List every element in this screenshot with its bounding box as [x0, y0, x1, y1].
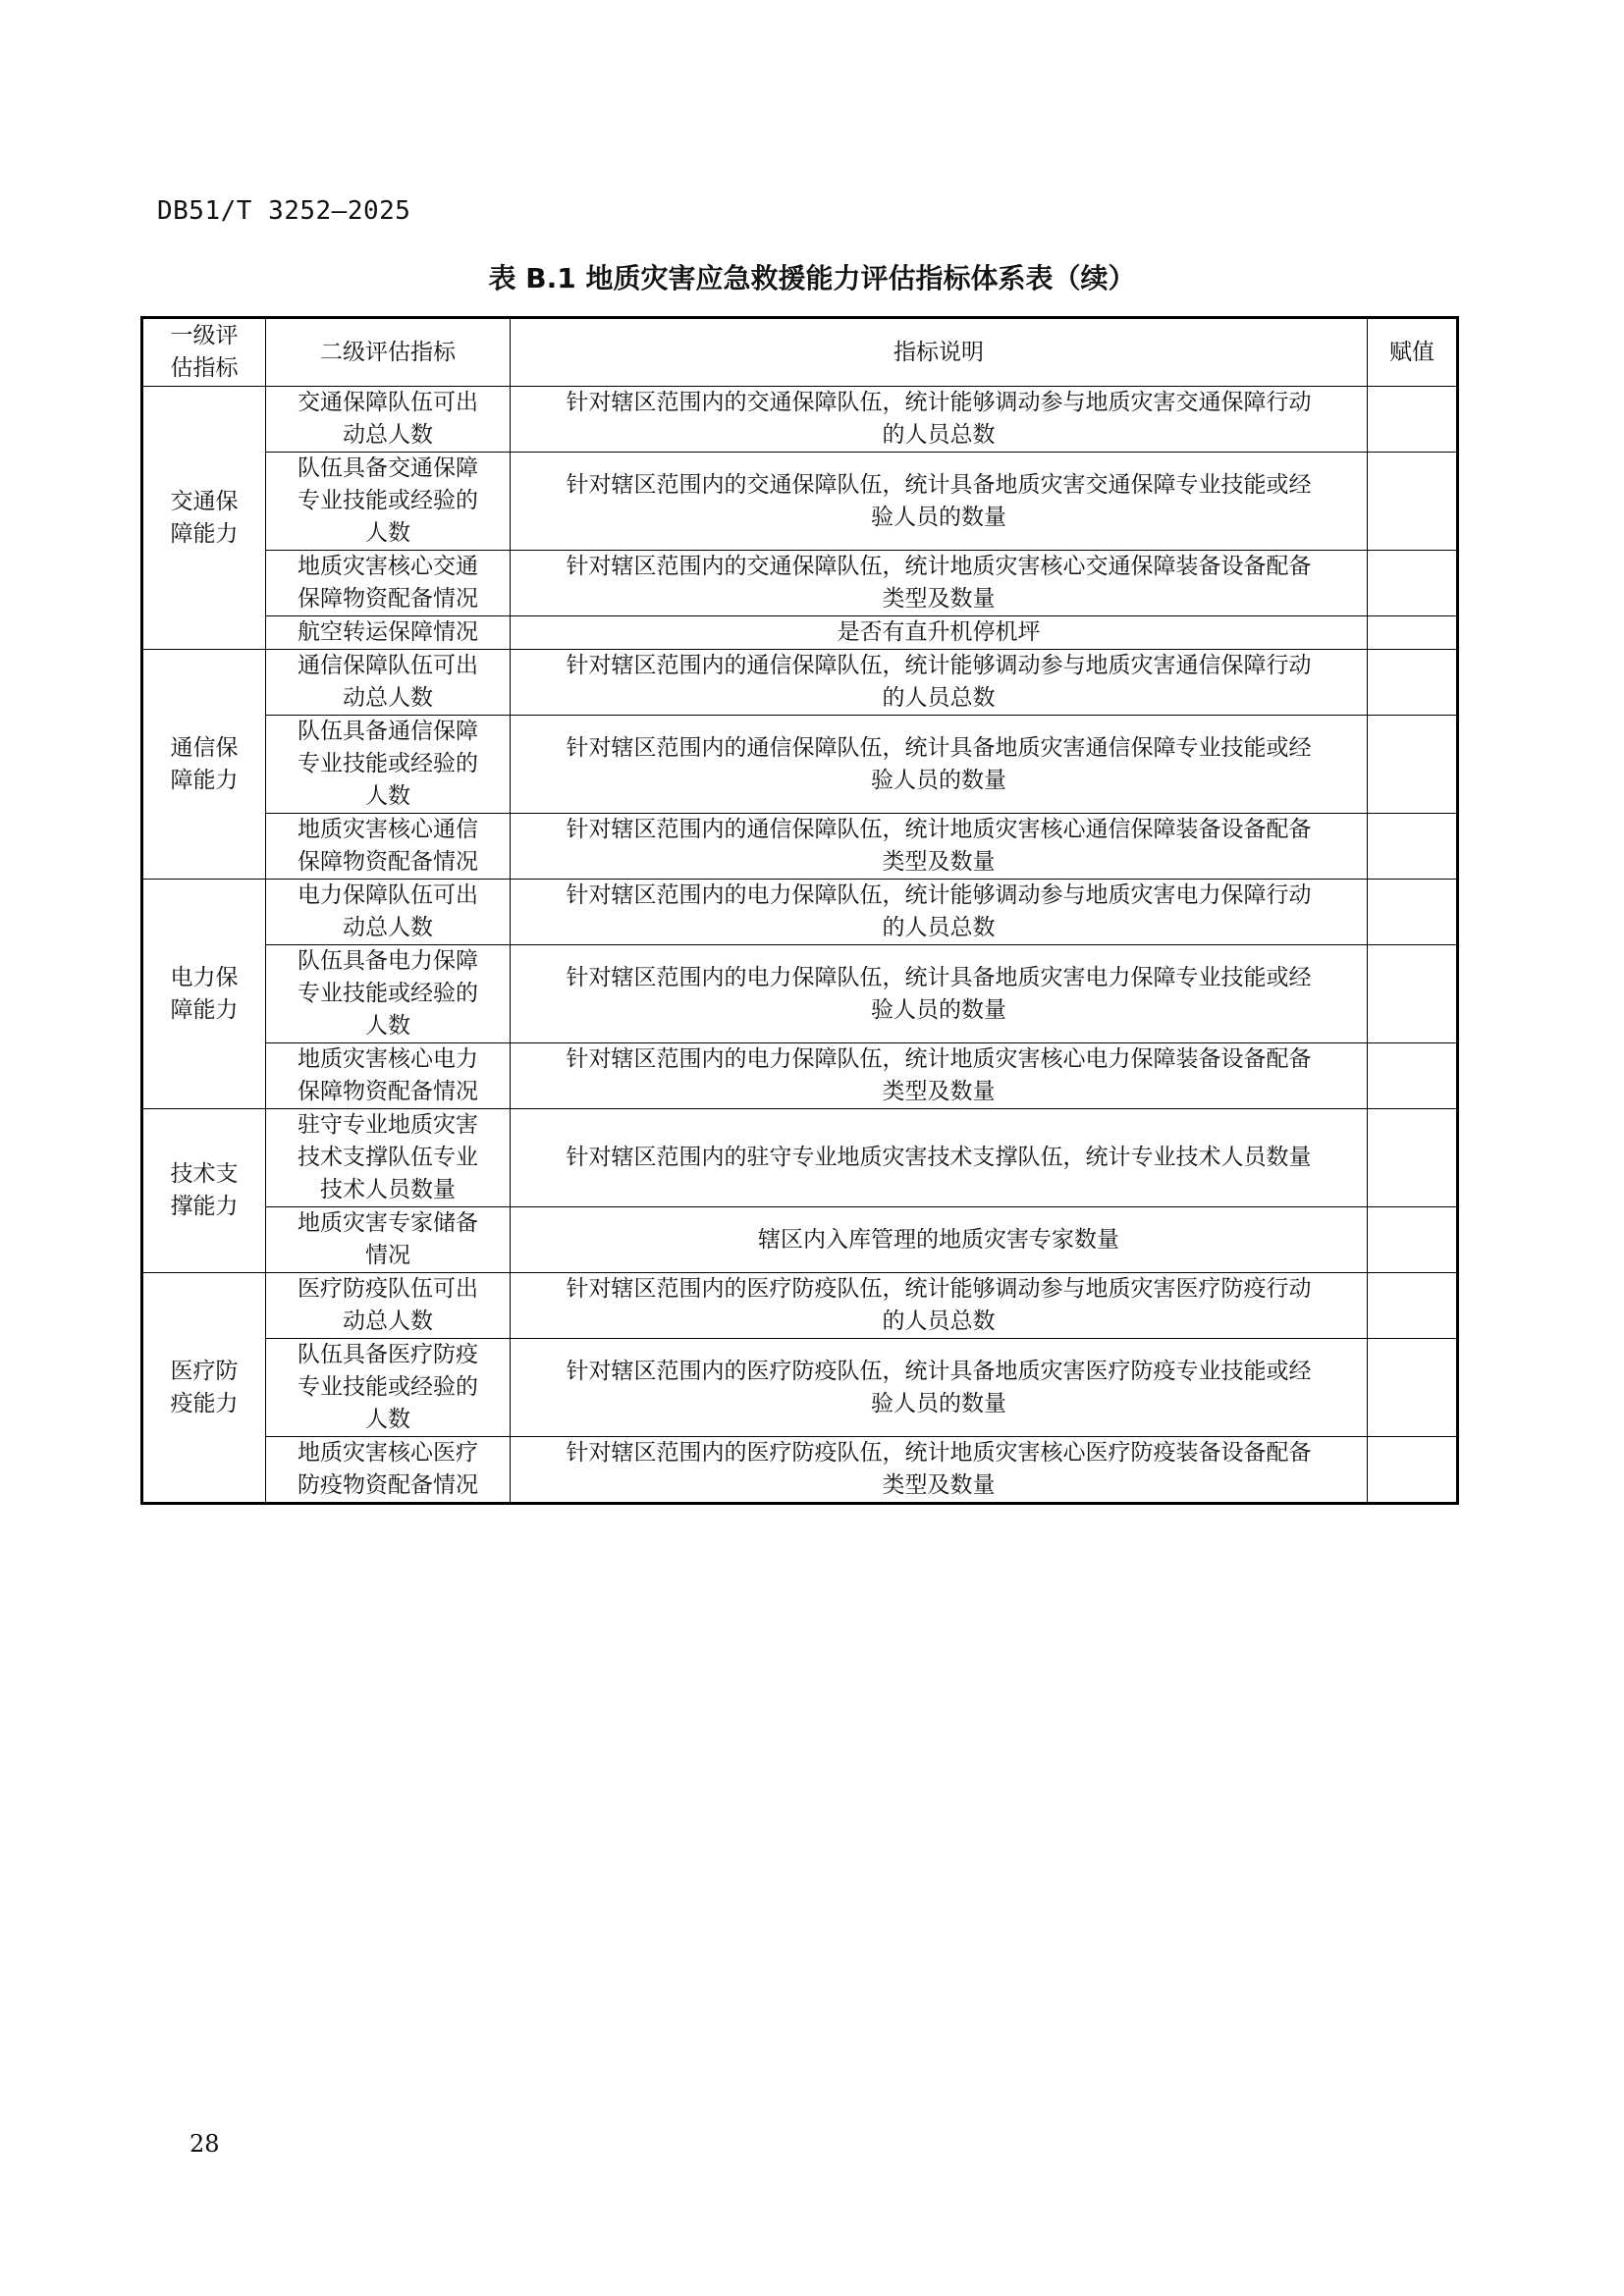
score-cell[interactable]	[1368, 453, 1458, 551]
header-level1: 一级评 估指标	[142, 318, 266, 387]
header-level2: 二级评估指标	[266, 318, 511, 387]
level1-indicator-cell: 电力保 障能力	[142, 880, 266, 1109]
level2-indicator-cell: 队伍具备医疗防疫 专业技能或经验的 人数	[266, 1339, 511, 1437]
table-row	[142, 650, 1458, 716]
level2-indicator-cell: 地质灾害核心医疗 防疫物资配备情况	[266, 1437, 511, 1504]
table-row	[142, 551, 1458, 616]
score-cell[interactable]	[1368, 1273, 1458, 1339]
description-cell: 针对辖区范围内的医疗防疫队伍，统计能够调动参与地质灾害医疗防疫行动 的人员总数	[511, 1273, 1368, 1339]
level1-indicator-cell: 交通保 障能力	[142, 387, 266, 650]
table-row	[142, 1273, 1458, 1339]
table-header-row	[142, 318, 1458, 387]
indicator-table	[140, 316, 1459, 1505]
score-cell[interactable]	[1368, 1043, 1458, 1109]
page-number: 28	[189, 2130, 220, 2158]
description-cell: 针对辖区范围内的通信保障队伍，统计地质灾害核心通信保障装备设备配备 类型及数量	[511, 814, 1368, 880]
table-row	[142, 1207, 1458, 1273]
level2-indicator-cell: 电力保障队伍可出 动总人数	[266, 880, 511, 945]
description-cell: 针对辖区范围内的医疗防疫队伍，统计地质灾害核心医疗防疫装备设备配备 类型及数量	[511, 1437, 1368, 1504]
score-cell[interactable]	[1368, 616, 1458, 650]
level2-indicator-cell: 队伍具备交通保障 专业技能或经验的 人数	[266, 453, 511, 551]
score-cell[interactable]	[1368, 814, 1458, 880]
header-score: 赋值	[1368, 318, 1458, 387]
table-row	[142, 616, 1458, 650]
table-row	[142, 1437, 1458, 1504]
description-cell: 针对辖区范围内的电力保障队伍，统计地质灾害核心电力保障装备设备配备 类型及数量	[511, 1043, 1368, 1109]
description-cell: 针对辖区范围内的交通保障队伍，统计具备地质灾害交通保障专业技能或经 验人员的数量	[511, 453, 1368, 551]
table-row	[142, 945, 1458, 1043]
level2-indicator-cell: 地质灾害专家储备 情况	[266, 1207, 511, 1273]
document-id: DB51/T 3252—2025	[157, 196, 411, 226]
score-cell[interactable]	[1368, 1437, 1458, 1504]
description-cell: 针对辖区范围内的交通保障队伍，统计能够调动参与地质灾害交通保障行动 的人员总数	[511, 387, 1368, 453]
table-row	[142, 453, 1458, 551]
table-caption: 表 B.1 地质灾害应急救援能力评估指标体系表（续）	[488, 262, 1136, 294]
level2-indicator-cell: 航空转运保障情况	[266, 616, 511, 650]
score-cell[interactable]	[1368, 1109, 1458, 1207]
score-cell[interactable]	[1368, 650, 1458, 716]
table-row	[142, 387, 1458, 453]
table-row	[142, 716, 1458, 814]
score-cell[interactable]	[1368, 945, 1458, 1043]
description-cell: 针对辖区范围内的驻守专业地质灾害技术支撑队伍，统计专业技术人员数量	[511, 1109, 1368, 1207]
level2-indicator-cell: 地质灾害核心电力 保障物资配备情况	[266, 1043, 511, 1109]
level1-indicator-cell: 通信保 障能力	[142, 650, 266, 880]
level2-indicator-cell: 医疗防疫队伍可出 动总人数	[266, 1273, 511, 1339]
level2-indicator-cell: 队伍具备电力保障 专业技能或经验的 人数	[266, 945, 511, 1043]
level2-indicator-cell: 队伍具备通信保障 专业技能或经验的 人数	[266, 716, 511, 814]
score-cell[interactable]	[1368, 551, 1458, 616]
description-cell: 针对辖区范围内的通信保障队伍，统计能够调动参与地质灾害通信保障行动 的人员总数	[511, 650, 1368, 716]
table-row	[142, 1109, 1458, 1207]
table-row	[142, 880, 1458, 945]
table-body	[142, 387, 1458, 1504]
level2-indicator-cell: 交通保障队伍可出 动总人数	[266, 387, 511, 453]
level2-indicator-cell: 地质灾害核心通信 保障物资配备情况	[266, 814, 511, 880]
score-cell[interactable]	[1368, 1207, 1458, 1273]
header-description: 指标说明	[511, 318, 1368, 387]
score-cell[interactable]	[1368, 716, 1458, 814]
level2-indicator-cell: 驻守专业地质灾害 技术支撑队伍专业 技术人员数量	[266, 1109, 511, 1207]
description-cell: 针对辖区范围内的电力保障队伍，统计具备地质灾害电力保障专业技能或经 验人员的数量	[511, 945, 1368, 1043]
table-row	[142, 814, 1458, 880]
level1-indicator-cell: 技术支 撑能力	[142, 1109, 266, 1273]
score-cell[interactable]	[1368, 387, 1458, 453]
description-cell: 针对辖区范围内的通信保障队伍，统计具备地质灾害通信保障专业技能或经 验人员的数量	[511, 716, 1368, 814]
level2-indicator-cell: 通信保障队伍可出 动总人数	[266, 650, 511, 716]
table-row	[142, 1043, 1458, 1109]
table-row	[142, 1339, 1458, 1437]
score-cell[interactable]	[1368, 880, 1458, 945]
score-cell[interactable]	[1368, 1339, 1458, 1437]
description-cell: 针对辖区范围内的交通保障队伍，统计地质灾害核心交通保障装备设备配备 类型及数量	[511, 551, 1368, 616]
level2-indicator-cell: 地质灾害核心交通 保障物资配备情况	[266, 551, 511, 616]
description-cell: 辖区内入库管理的地质灾害专家数量	[511, 1207, 1368, 1273]
description-cell: 针对辖区范围内的医疗防疫队伍，统计具备地质灾害医疗防疫专业技能或经 验人员的数量	[511, 1339, 1368, 1437]
description-cell: 针对辖区范围内的电力保障队伍，统计能够调动参与地质灾害电力保障行动 的人员总数	[511, 880, 1368, 945]
description-cell: 是否有直升机停机坪	[511, 616, 1368, 650]
level1-indicator-cell: 医疗防 疫能力	[142, 1273, 266, 1504]
